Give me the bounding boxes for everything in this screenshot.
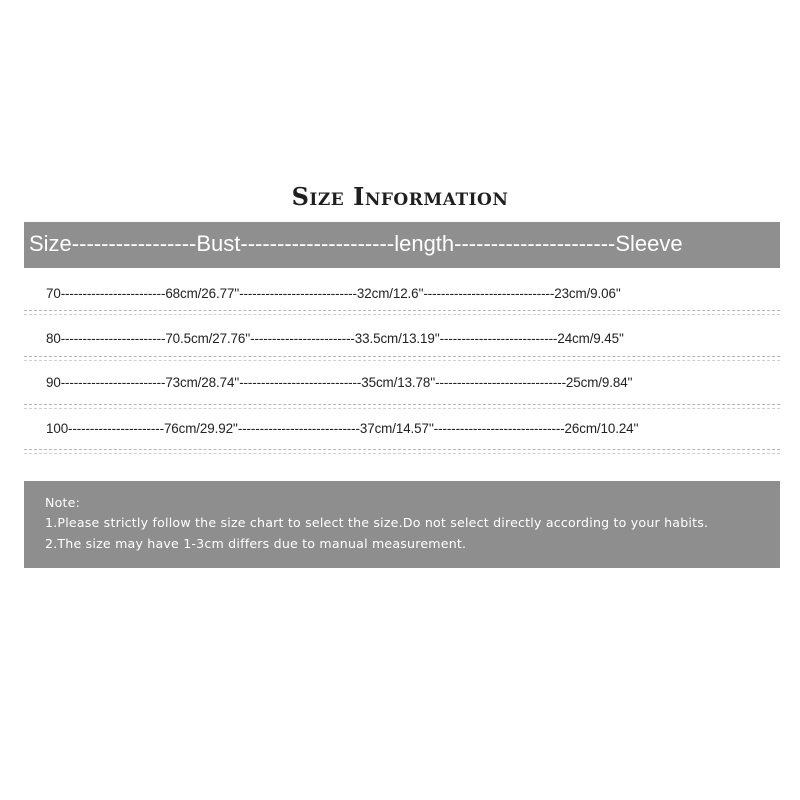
row-text: 100----------------------76cm/29.92''----------------------------37cm/14.57''------------------------------26cm/10.24'': [46, 421, 639, 436]
note-heading: Note:: [45, 495, 81, 510]
row-divider: [24, 310, 780, 311]
page-title: Size Information: [291, 182, 509, 211]
table-row: [0, 286, 800, 306]
row-text: 70------------------------68cm/26.77''---------------------------32cm/12.6''------------------------------23cm/9.06'': [46, 286, 621, 301]
row-divider: [24, 449, 780, 450]
table-row: [0, 331, 800, 351]
row-divider: [24, 356, 780, 357]
table-header-text: Size-----------------Bust---------------------length----------------------Sleeve: [29, 231, 683, 256]
table-row: [0, 421, 800, 441]
row-text: 80------------------------70.5cm/27.76''------------------------33.5cm/13.19''---------------------------24cm/9.45'': [46, 331, 624, 346]
row-text: 90------------------------73cm/28.74''----------------------------35cm/13.78''------------------------------25cm/9.84'': [46, 375, 633, 390]
table-row: [0, 375, 800, 395]
note-line-1: 1.Please strictly follow the size chart to select the size.Do not select directly according to your habits.: [45, 515, 709, 530]
note-box: [24, 481, 780, 568]
note-line-2: 2.The size may have 1-3cm differs due to manual measurement.: [45, 536, 467, 551]
row-divider: [24, 404, 780, 405]
table-header: [24, 222, 780, 268]
row-divider: [24, 360, 780, 361]
row-divider: [24, 408, 780, 409]
row-divider: [24, 453, 780, 454]
row-divider: [24, 314, 780, 315]
